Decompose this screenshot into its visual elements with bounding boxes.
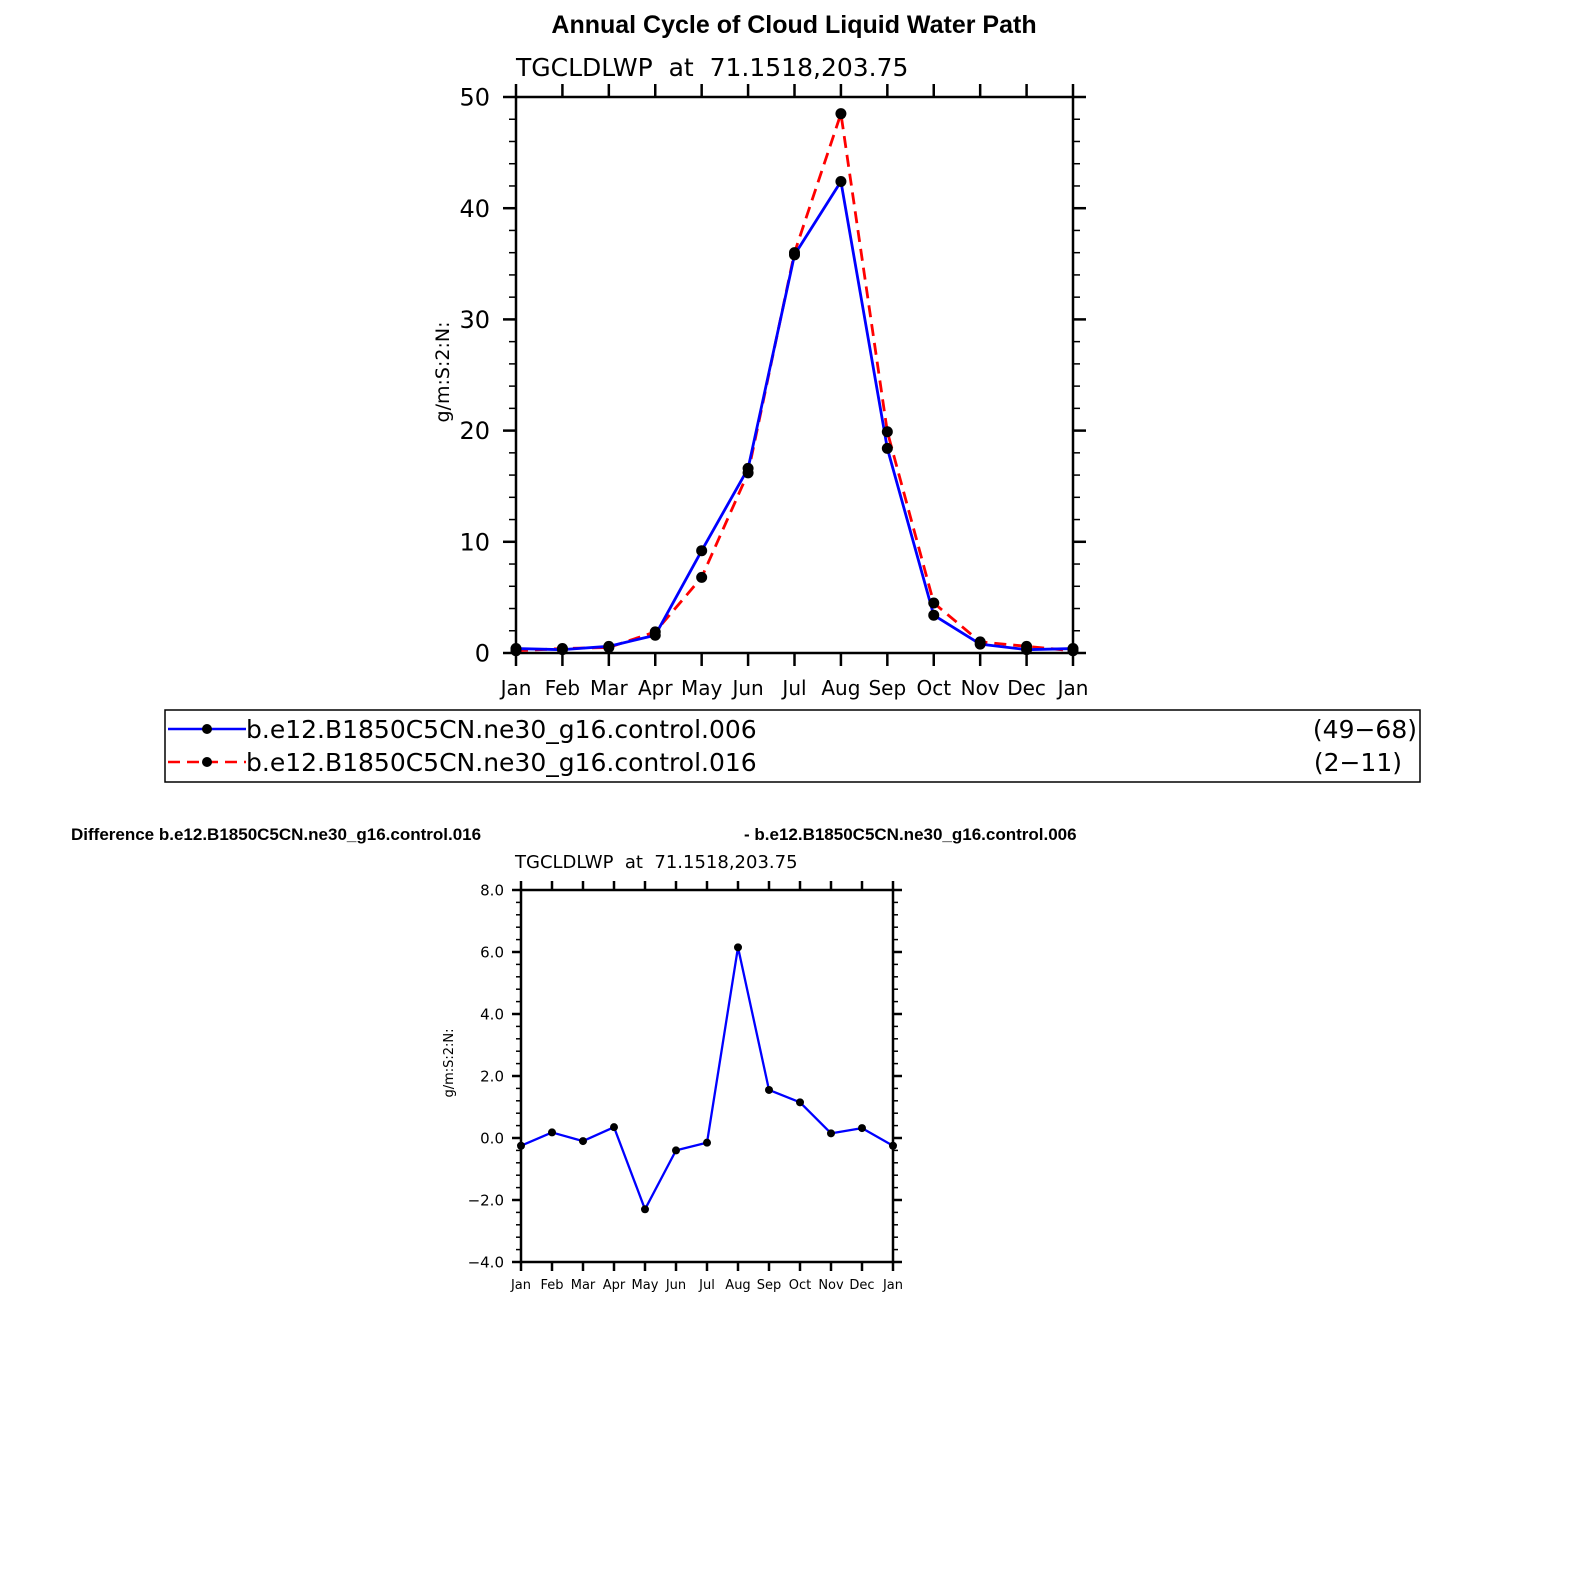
x-tick-label: Sep <box>868 676 907 700</box>
difference-chart <box>442 852 903 1293</box>
difference-title-right: - b.e12.B1850C5CN.ne30_g16.control.006 <box>744 825 1077 844</box>
data-point <box>696 572 707 583</box>
x-tick-label: Dec <box>1007 676 1046 700</box>
top-chart-subtitle: TGCLDLWP at 71.1518,203.75 <box>516 53 909 82</box>
data-point <box>641 1205 649 1213</box>
difference-chart-ylabel: g/m:S:2:N: <box>442 1028 457 1098</box>
y-tick-label: 10 <box>459 528 490 557</box>
legend-label-series1: b.e12.B1850C5CN.ne30_g16.control.006 <box>246 715 757 744</box>
data-point <box>557 644 568 655</box>
y-tick-label: 4.0 <box>480 1005 504 1024</box>
series-line-1 <box>521 947 893 1209</box>
data-point <box>1021 644 1032 655</box>
y-tick-label: 2.0 <box>480 1067 504 1086</box>
plot-frame <box>516 97 1073 653</box>
data-point <box>882 426 893 437</box>
x-tick-label: Mar <box>589 676 628 700</box>
x-tick-label: Jan <box>1057 676 1089 700</box>
data-point <box>882 443 893 454</box>
data-point <box>928 610 939 621</box>
x-tick-label: May <box>680 676 723 700</box>
data-point <box>517 1142 525 1150</box>
data-point <box>789 249 800 260</box>
x-tick-label: Aug <box>725 1278 751 1293</box>
data-point <box>796 1098 804 1106</box>
x-tick-label: Apr <box>602 1278 626 1293</box>
data-point <box>835 108 846 119</box>
x-tick-label: Jan <box>500 676 532 700</box>
y-tick-label: −2.0 <box>467 1191 504 1210</box>
top-chart <box>432 53 1088 700</box>
chart-title: Annual Cycle of Cloud Liquid Water Path <box>551 11 1037 39</box>
data-point <box>889 1142 897 1150</box>
data-point <box>743 463 754 474</box>
x-tick-label: Sep <box>756 1278 782 1293</box>
x-tick-label: Jul <box>782 676 807 700</box>
data-point <box>610 1123 618 1131</box>
legend <box>165 710 1420 782</box>
plot-frame <box>521 890 893 1262</box>
data-point <box>928 597 939 608</box>
legend-label-series2: b.e12.B1850C5CN.ne30_g16.control.016 <box>246 748 757 777</box>
y-tick-label: 0 <box>474 639 490 668</box>
x-tick-label: Nov <box>818 1278 844 1293</box>
y-tick-label: 8.0 <box>480 881 504 900</box>
x-tick-label: Feb <box>544 676 581 700</box>
x-tick-label: Jun <box>732 676 764 700</box>
x-tick-label: Oct <box>916 676 952 700</box>
y-tick-label: 0.0 <box>480 1129 504 1148</box>
x-tick-label: Jul <box>699 1278 715 1293</box>
data-point <box>511 643 522 654</box>
x-tick-label: Apr <box>637 676 673 700</box>
difference-title-left: Difference b.e12.B1850C5CN.ne30_g16.control.016 <box>71 825 482 844</box>
data-point <box>975 639 986 650</box>
data-point <box>858 1124 866 1132</box>
x-tick-label: Feb <box>540 1278 564 1293</box>
data-point <box>579 1137 587 1145</box>
legend-years-series1: (49−68) <box>1312 715 1417 744</box>
data-point <box>765 1086 773 1094</box>
data-point <box>603 641 614 652</box>
x-tick-label: Dec <box>849 1278 875 1293</box>
top-chart-ylabel: g/m:S:2:N: <box>432 321 454 423</box>
y-tick-label: −4.0 <box>467 1253 504 1272</box>
series-line-2 <box>516 114 1073 651</box>
x-tick-label: Jun <box>665 1278 687 1293</box>
y-tick-label: 50 <box>459 83 490 112</box>
difference-chart-subtitle: TGCLDLWP at 71.1518,203.75 <box>515 852 798 873</box>
data-point <box>696 545 707 556</box>
y-tick-label: 40 <box>459 194 490 223</box>
data-point <box>734 943 742 951</box>
x-tick-label: Oct <box>788 1278 812 1293</box>
x-tick-label: Mar <box>570 1278 596 1293</box>
x-tick-label: May <box>631 1278 659 1293</box>
data-point <box>548 1128 556 1136</box>
legend-marker-series2 <box>202 757 212 767</box>
legend-years-series2: (2−11) <box>1313 748 1402 777</box>
x-tick-label: Jan <box>882 1278 904 1293</box>
y-tick-label: 6.0 <box>480 943 504 962</box>
data-point <box>703 1139 711 1147</box>
x-tick-label: Nov <box>960 676 1000 700</box>
x-tick-label: Aug <box>821 676 861 700</box>
y-tick-label: 30 <box>459 306 490 335</box>
y-tick-label: 20 <box>459 417 490 446</box>
data-point <box>835 176 846 187</box>
legend-marker-series1 <box>202 724 212 734</box>
x-tick-label: Jan <box>510 1278 532 1293</box>
data-point <box>1068 643 1079 654</box>
data-point <box>827 1129 835 1137</box>
data-point <box>650 630 661 641</box>
data-point <box>672 1146 680 1154</box>
